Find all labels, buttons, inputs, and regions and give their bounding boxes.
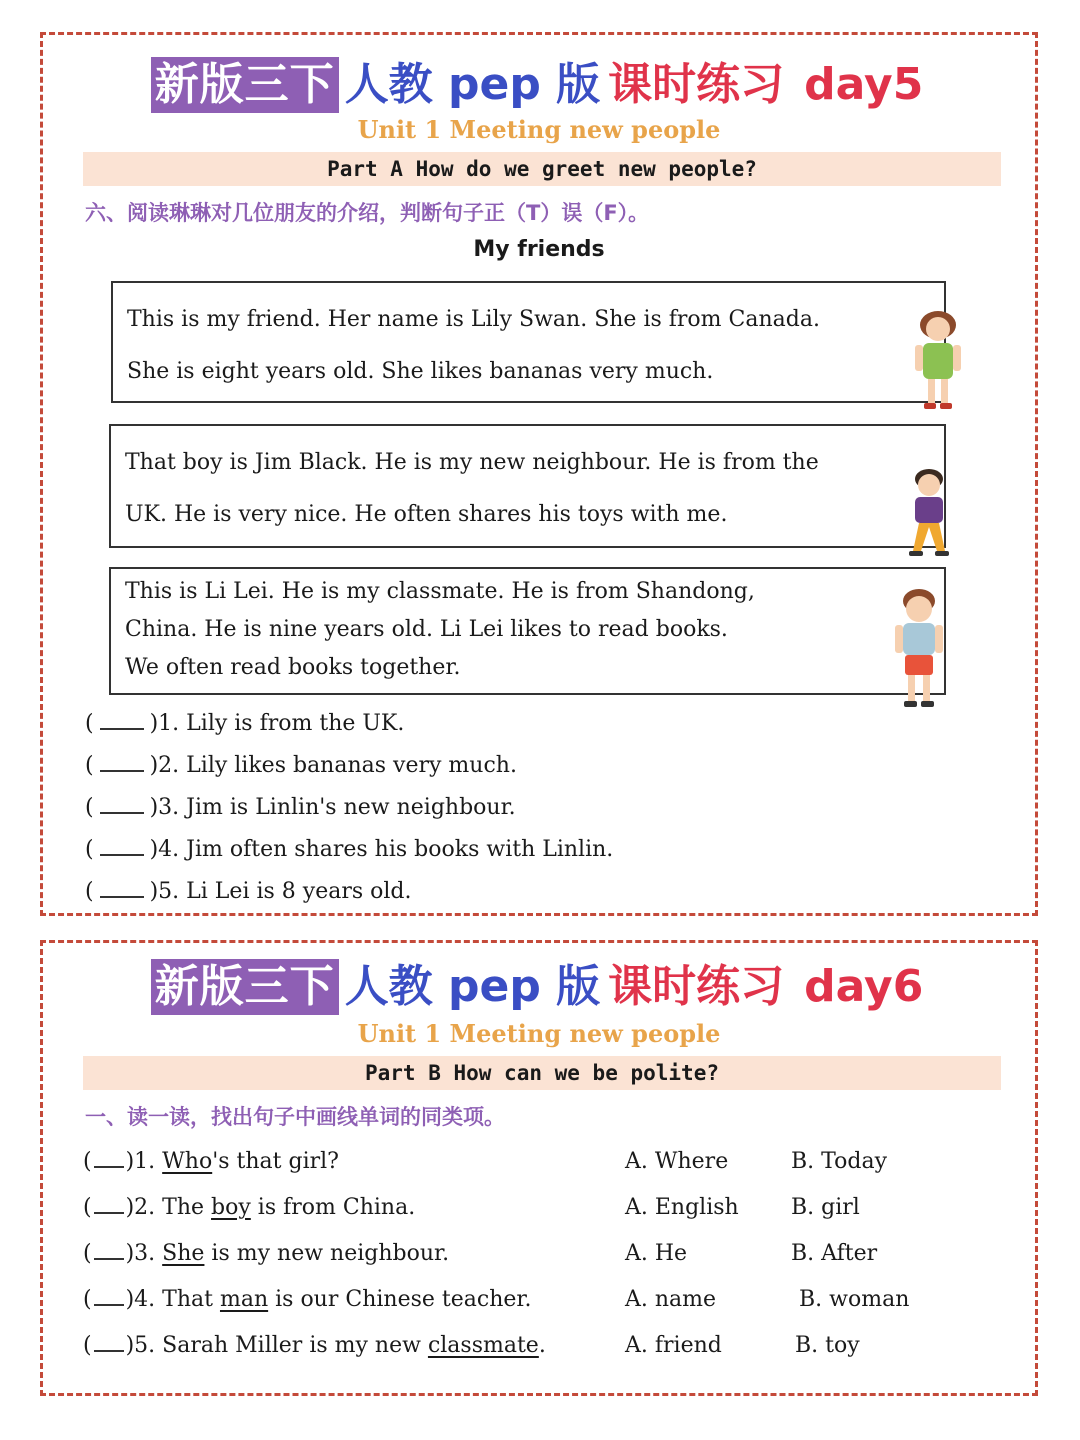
worksheet-day5: [40, 32, 1038, 916]
boy-figure: [891, 585, 947, 711]
question-4: ( )4. That man is our Chinese teacher.: [83, 1287, 532, 1312]
answer-blank[interactable]: [100, 838, 144, 856]
title-day: day5: [804, 59, 924, 110]
worksheet-title: [43, 55, 1035, 113]
question-5: ( )5. Li Lei is 8 years old.: [85, 879, 412, 904]
answer-blank[interactable]: [100, 754, 144, 772]
title-practice: 课时练习: [608, 961, 785, 1012]
passage-line: This is Li Lei. He is my classmate. He is from Shandong,: [125, 579, 755, 604]
title-edition: 人教 pep 版: [344, 59, 601, 110]
unit-heading: Unit 1 Meeting new people: [357, 115, 721, 144]
passage-box-1: [111, 281, 946, 403]
passage-box-3: [109, 567, 946, 695]
question-2: ( )2. The boy is from China.: [83, 1195, 416, 1220]
title-edition: 人教 pep 版: [344, 961, 601, 1012]
worksheet-day6: [40, 940, 1038, 1396]
question-1: ( )1. Who's that girl?: [83, 1149, 339, 1174]
answer-blank[interactable]: [100, 880, 144, 898]
underlined-word: Who: [162, 1149, 213, 1174]
passage-line: UK. He is very nice. He often shares his toys with me.: [125, 502, 728, 527]
option-b: B. Today: [791, 1149, 887, 1174]
title-badge: 新版三下: [151, 57, 339, 113]
option-b: B. After: [791, 1241, 878, 1266]
answer-blank[interactable]: [94, 1334, 124, 1352]
boy-figure: [899, 465, 959, 561]
title-practice: 课时练习: [608, 59, 785, 110]
passage-line: China. He is nine years old. Li Lei likes to read books.: [125, 617, 728, 642]
underlined-word: classmate: [427, 1333, 539, 1358]
underlined-word: She: [162, 1241, 205, 1266]
girl-figure: [903, 305, 973, 413]
exercise-instruction: 六、阅读琳琳对几位朋友的介绍，判断句子正（T）误（F）。: [85, 201, 650, 225]
answer-blank[interactable]: [100, 712, 144, 730]
option-a: A. Where: [625, 1149, 729, 1174]
unit-heading: Unit 1 Meeting new people: [357, 1019, 721, 1048]
option-a: A. friend: [625, 1333, 722, 1358]
option-a: A. English: [625, 1195, 739, 1220]
passage-box-2: [109, 424, 946, 548]
answer-blank[interactable]: [94, 1150, 124, 1168]
answer-blank[interactable]: [94, 1242, 124, 1260]
worksheet-title: [43, 957, 1035, 1015]
passage-line: That boy is Jim Black. He is my new neighbour. He is from the: [125, 450, 819, 475]
underlined-word: man: [219, 1287, 269, 1312]
question-3: ( )3. She is my new neighbour.: [83, 1241, 450, 1266]
question-3: ( )3. Jim is Linlin's new neighbour.: [85, 795, 516, 820]
question-4: ( )4. Jim often shares his books with Linlin.: [85, 837, 614, 862]
option-b: B. girl: [791, 1195, 860, 1220]
title-badge: 新版三下: [151, 959, 339, 1015]
option-b: B. toy: [795, 1333, 860, 1358]
answer-blank[interactable]: [94, 1196, 124, 1214]
passage-line: This is my friend. Her name is Lily Swan. She is from Canada.: [127, 307, 820, 332]
option-b: B. woman: [799, 1287, 910, 1312]
question-2: ( )2. Lily likes bananas very much.: [85, 753, 517, 778]
question-1: ( )1. Lily is from the UK.: [85, 711, 405, 736]
answer-blank[interactable]: [94, 1288, 124, 1306]
part-heading: Part A How do we greet new people?: [83, 152, 1001, 186]
exercise-instruction: 一、读一读，找出句子中画线单词的同类项。: [85, 1105, 505, 1129]
passage-line: She is eight years old. She likes bananas very much.: [127, 359, 714, 384]
passage-line: We often read books together.: [125, 655, 461, 680]
answer-blank[interactable]: [100, 796, 144, 814]
question-5: ( )5. Sarah Miller is my new classmate.: [83, 1333, 546, 1358]
underlined-word: boy: [211, 1195, 251, 1220]
option-a: A. name: [625, 1287, 717, 1312]
part-heading: Part B How can we be polite?: [83, 1056, 1001, 1090]
passage-title: My friends: [473, 237, 605, 262]
option-a: A. He: [625, 1241, 688, 1266]
title-day: day6: [804, 961, 924, 1012]
